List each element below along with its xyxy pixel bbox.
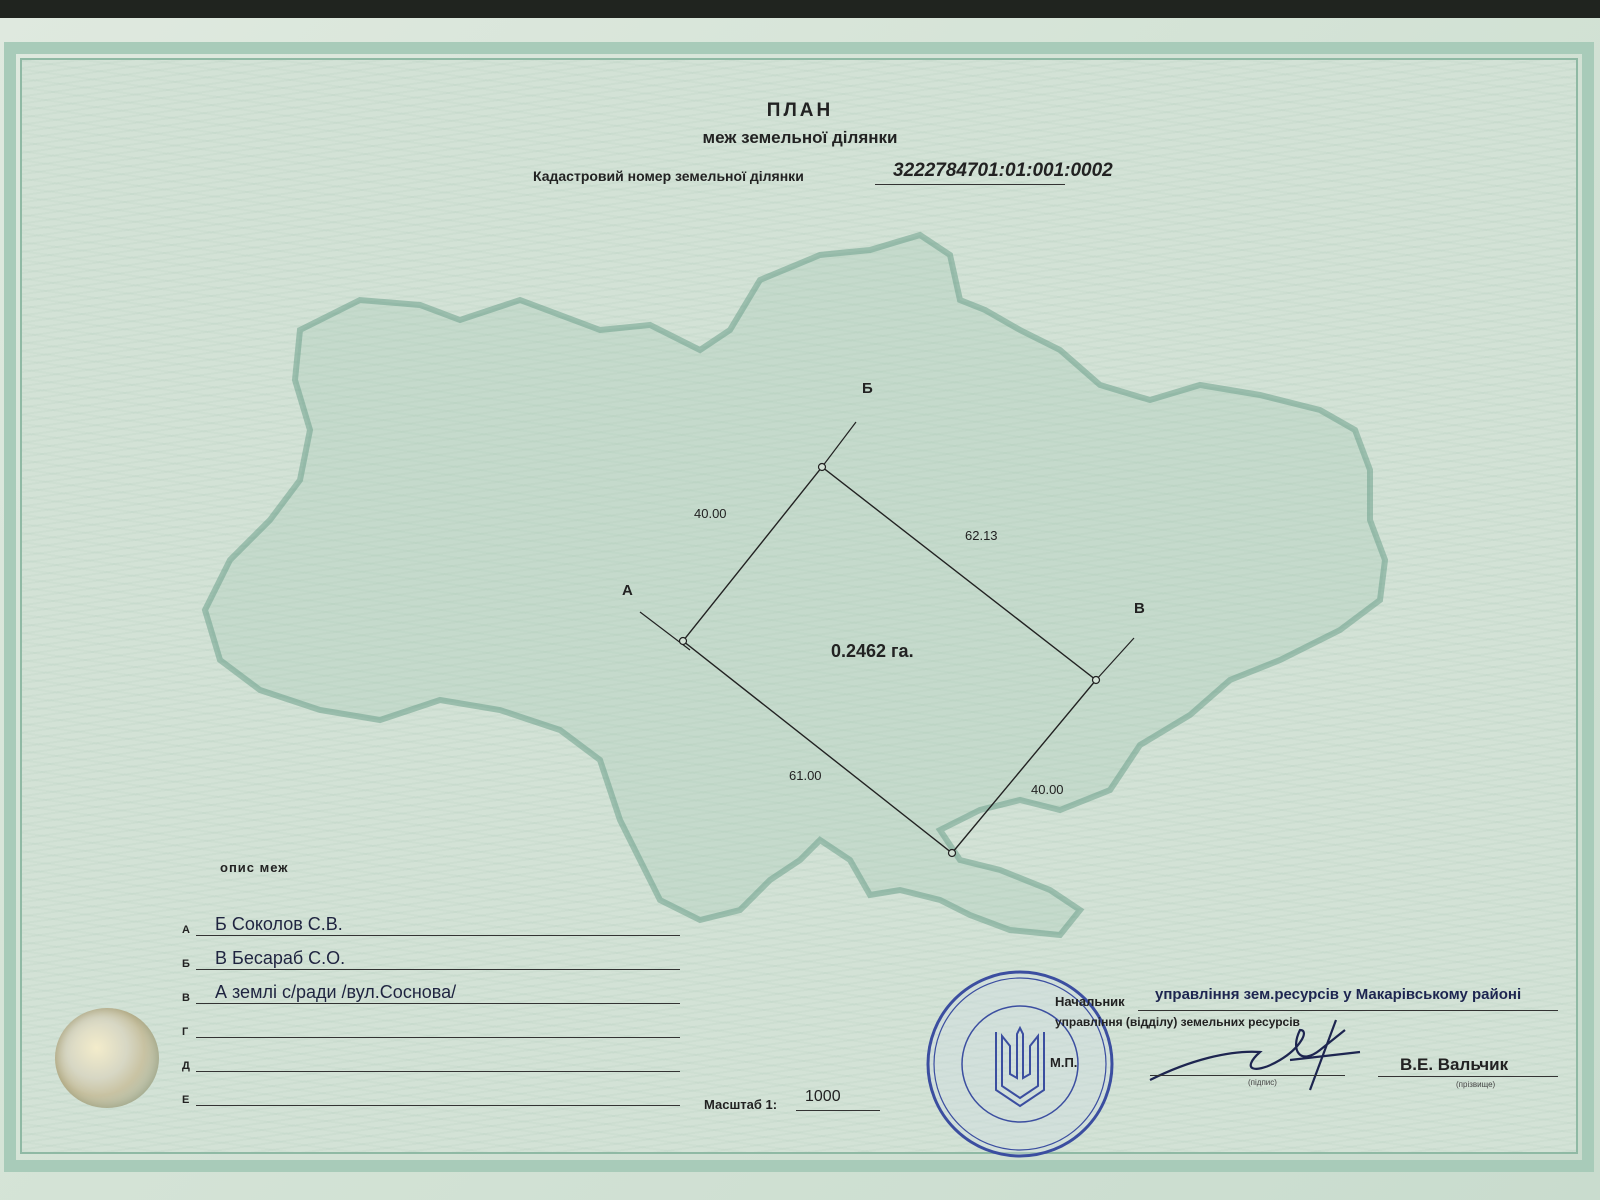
signature-line [1150,1075,1345,1076]
cadastral-label: Кадастровий номер земельної ділянки [533,168,804,184]
cadastral-number: 3222784701:01:001:0002 [893,160,1113,181]
vertex-a [680,638,687,645]
point-label-a: А [622,582,633,599]
boundary-row-text: Б Соколов С.В. [215,914,343,934]
boundary-row-letter: Д [182,1060,190,1072]
scale-underline [796,1110,880,1111]
boundary-row-letter: В [182,992,190,1004]
signer-name: В.Е. Вальчик [1400,1055,1509,1074]
ukraine-map-watermark [205,235,1385,935]
boundary-row-letter: Б [182,958,190,970]
point-label-v: В [1134,600,1145,617]
boundary-row-letter: Е [182,1094,190,1106]
department-label: управління (відділу) земельних ресурсів [1055,1015,1300,1029]
side-length-ab: 40.00 [694,506,727,521]
side-length-ag: 61.00 [789,768,822,783]
seal-place-label: М.П. [1050,1055,1078,1070]
vertex-b [819,464,826,471]
organization-name: управління зем.ресурсів у Макарівському районі [1155,986,1522,1003]
head-label: Начальник [1055,994,1125,1009]
plot-area: 0.2462 га. [831,641,914,661]
scale-value: 1000 [805,1088,841,1105]
boundaries-heading: опис меж [220,860,289,875]
name-line [1378,1076,1558,1077]
side-length-bv: 62.13 [965,528,998,543]
scale-label: Масштаб 1: [704,1097,778,1112]
organization-underline [1138,1010,1558,1011]
point-label-b: Б [862,380,873,397]
vertex-v [1093,677,1100,684]
vertex-g [949,850,956,857]
boundary-row-letter: А [182,924,190,936]
hologram-seal [55,1008,159,1108]
boundary-row-letter: Г [182,1026,189,1038]
page-title: ПЛАН [766,100,834,121]
boundary-row-text: В Бесараб С.О. [215,948,346,968]
cadastral-underline [875,184,1065,185]
signature-caption: (підпис) [1248,1078,1277,1087]
side-length-gv: 40.00 [1031,782,1064,797]
name-caption: (прізвище) [1456,1080,1496,1089]
page-subtitle: меж земельної ділянки [702,128,898,147]
boundary-row-text: А землі с/ради /вул.Соснова/ [215,982,457,1002]
